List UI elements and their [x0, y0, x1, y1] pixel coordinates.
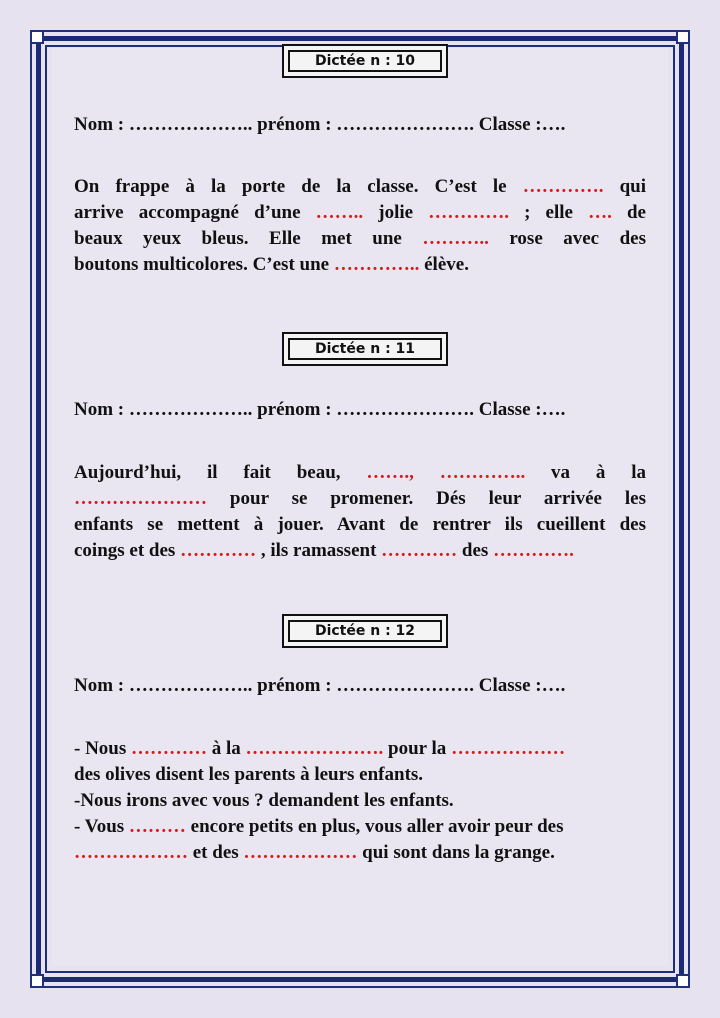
fill-in-blank[interactable]: …………………. — [245, 738, 384, 759]
fill-in-blank[interactable]: …. — [588, 202, 612, 223]
fill-in-blank[interactable]: ……., — [366, 462, 414, 483]
dictee-12-text — [74, 736, 646, 866]
fill-in-blank[interactable]: ………………… — [74, 488, 207, 509]
fill-in-blank[interactable]: ……… — [128, 816, 186, 837]
text-line: - Vous ……… encore petits en plus, vous aller avoir peur des — [74, 816, 564, 837]
fill-in-blank[interactable]: …………. — [522, 176, 604, 197]
fill-in-blank[interactable]: ………… — [131, 738, 208, 759]
text-line: coings et des ………… , ils ramassent ………… des …………. — [74, 540, 574, 561]
fill-in-blank[interactable]: ……………… — [451, 738, 566, 759]
text-line: arrive accompagné d’une …….. jolie …………. ; elle …. de — [74, 202, 646, 223]
dictee-12-header: Nom : ……………….. prénom : …………………. Classe :…. — [74, 675, 566, 696]
corner-ornament-bottom-left — [30, 974, 44, 988]
corner-ornament-bottom-right — [676, 974, 690, 988]
text-line: Aujourd’hui, il fait beau, ……., ………….. va à la — [74, 462, 647, 483]
dictee-12-title: Dictée n : 12 — [288, 620, 442, 642]
text-line: beaux yeux bleus. Elle met une ……….. rose avec des — [74, 228, 647, 249]
fill-in-blank[interactable]: ……………… — [243, 842, 358, 863]
text-line: boutons multicolores. C’est une ………….. élève. — [74, 254, 469, 275]
fill-in-blank[interactable]: ………….. — [333, 254, 420, 275]
dictee-11-header: Nom : ……………….. prénom : …………………. Classe :…. — [74, 399, 566, 420]
fill-in-blank[interactable]: …………. — [428, 202, 509, 223]
corner-ornament-top-left — [30, 30, 44, 44]
text-line: ……………… et des ……………… qui sont dans la grange. — [74, 842, 555, 863]
text-line: ………………… pour se promener. Dés leur arrivée les — [74, 488, 646, 509]
dictee-10-title: Dictée n : 10 — [288, 50, 442, 72]
fill-in-blank[interactable]: …………. — [493, 540, 574, 561]
dictee-10-title-box — [282, 44, 448, 78]
fill-in-blank[interactable]: ……….. — [422, 228, 489, 249]
dictee-11-text — [74, 460, 646, 564]
text-line: enfants se mettent à jouer. Avant de rentrer ils cueillent des — [74, 514, 646, 535]
fill-in-blank[interactable]: …….. — [315, 202, 364, 223]
dictee-10-header: Nom : ……………….. prénom : …………………. Classe :…. — [74, 114, 566, 135]
corner-ornament-top-right — [676, 30, 690, 44]
fill-in-blank[interactable]: ………… — [381, 540, 458, 561]
text-line: - Nous ………… à la …………………. pour la ……………… — [74, 738, 566, 759]
dictee-11-title: Dictée n : 11 — [288, 338, 442, 360]
dictee-10-text — [74, 174, 646, 278]
fill-in-blank[interactable]: ………… — [180, 540, 257, 561]
fill-in-blank[interactable]: ………….. — [439, 462, 526, 483]
text-line: On frappe à la porte de la classe. C’est le …………. qui — [74, 176, 646, 197]
dictee-11-title-box — [282, 332, 448, 366]
dictee-12-title-box — [282, 614, 448, 648]
text-line: des olives disent les parents à leurs enfants. — [74, 764, 424, 785]
fill-in-blank[interactable]: ……………… — [74, 842, 188, 863]
text-line: -Nous irons avec vous ? demandent les enfants. — [74, 790, 454, 811]
